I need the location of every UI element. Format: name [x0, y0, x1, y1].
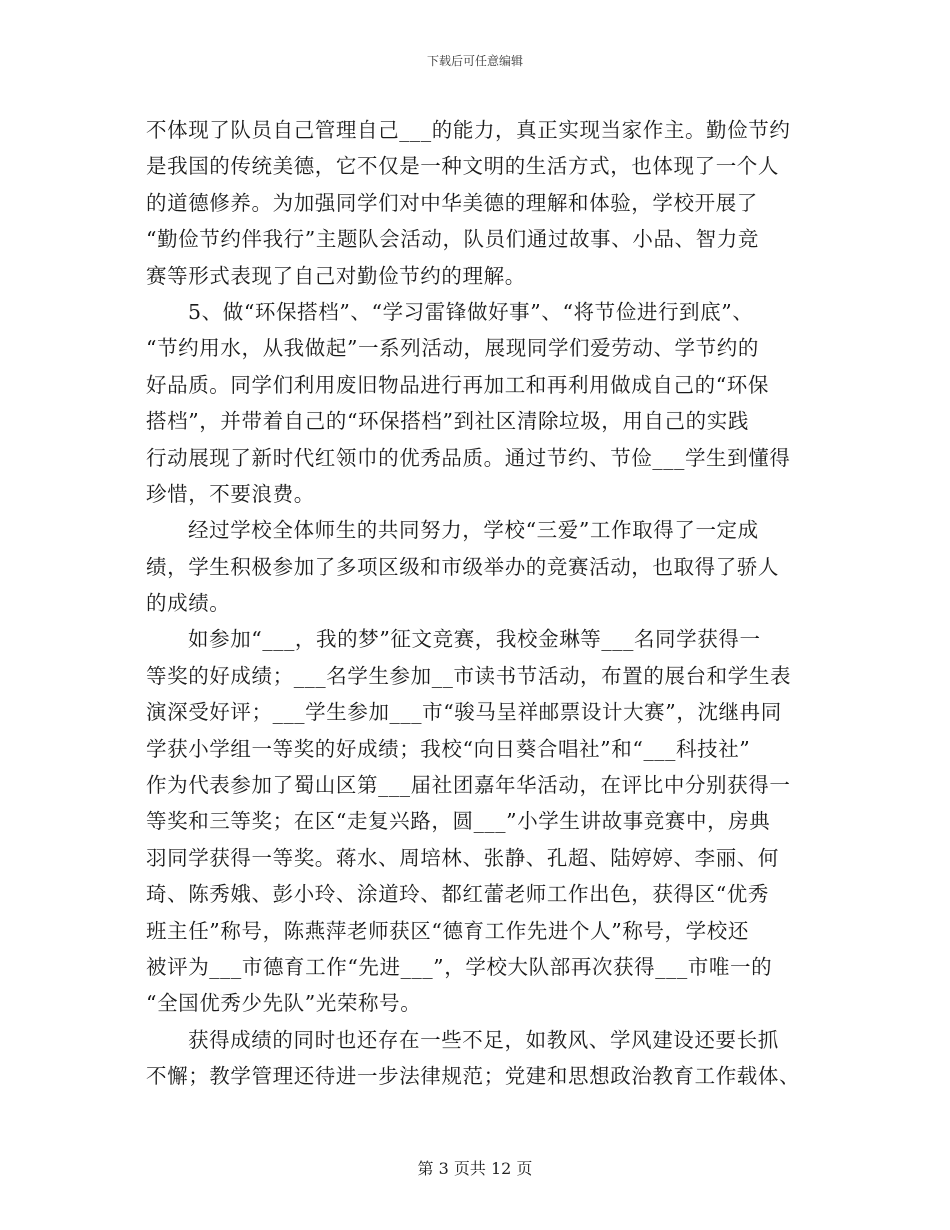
text-line: 被评为___市德育工作“先进___”，学校大队部再次获得___市唯一的 — [146, 954, 773, 979]
text-line: 好品质。同学们利用废旧物品进行再加工和再利用做成自己的“环保 — [146, 372, 769, 397]
text-line: “全国优秀少先队”光荣称号。 — [146, 991, 422, 1016]
text-line: 作为代表参加了蜀山区第___届社团嘉年华活动，在评比中分别获得一 — [146, 773, 791, 798]
text-line: 学获小学组一等奖的好成绩；我校“向日葵合唱社”和“___科技社” — [146, 736, 751, 761]
document-body — [146, 112, 806, 1095]
text-line: 是我国的传统美德，它不仅是一种文明的生活方式，也体现了一个人 — [146, 154, 779, 179]
text-line: 5、做“环保搭档”、“学习雷锋做好事”、“将节俭进行到底”、 — [188, 299, 754, 324]
text-line: 获得成绩的同时也还存在一些不足，如教风、学风建设还要长抓 — [188, 1027, 779, 1052]
text-line: 班主任”称号，陈燕萍老师获区“德育工作先进个人”称号，学校还 — [146, 918, 749, 943]
text-line: 行动展现了新时代红领巾的优秀品质。通过节约、节俭___学生到懂得 — [146, 445, 791, 470]
text-line: 等奖的好成绩；___名学生参加__市读书节活动，布置的展台和学生表 — [146, 663, 792, 688]
text-line: 的成绩。 — [146, 591, 231, 616]
text-line: 演深受好评；___学生参加___市“骏马呈祥邮票设计大赛”，沈继冉同 — [146, 700, 782, 725]
text-line: 琦、陈秀娥、彭小玲、涂道玲、都红蕾老师工作出色，获得区“优秀 — [146, 882, 769, 907]
text-line: 等奖和三等奖；在区“走复兴路，圆___”小学生讲故事竞赛中，房典 — [146, 809, 771, 834]
page-header: 下载后可任意编辑 — [426, 54, 523, 68]
text-line: 绩，学生积极参加了多项区级和市级举办的竞赛活动，也取得了骄人 — [146, 554, 779, 579]
text-line: 的道德修养。为加强同学们对中华美德的理解和体验，学校开展了 — [146, 190, 758, 215]
page-footer: 第 3 页共 12 页 — [417, 1159, 533, 1178]
text-line: 不体现了队员自己管理自己___的能力，真正实现当家作主。勤俭节约 — [146, 118, 791, 142]
text-line: 羽同学获得一等奖。蒋水、周培林、张静、孔超、陆婷婷、李丽、何 — [146, 845, 779, 870]
text-line: “节约用水，从我做起”一系列活动，展现同学们爱劳动、学节约的 — [146, 336, 759, 361]
text-line: “勤俭节约伴我行”主题队会活动，队员们通过故事、小品、智力竞 — [146, 227, 759, 252]
text-line: 珍惜，不要浪费。 — [146, 481, 315, 506]
text-line: 不懈；教学管理还待进一步法律规范；党建和思想政治教育工作载体、 — [146, 1064, 801, 1089]
text-line: 如参加“___，我的梦”征文竞赛，我校金琳等___名同学获得一 — [188, 627, 761, 652]
text-line: 经过学校全体师生的共同努力，学校“三爱”工作取得了一定成 — [188, 518, 759, 543]
text-line: 搭档”，并带着自己的“环保搭档”到社区清除垃圾，用自己的实践 — [146, 409, 749, 434]
text-line: 赛等形式表现了自己对勤俭节约的理解。 — [146, 263, 526, 288]
